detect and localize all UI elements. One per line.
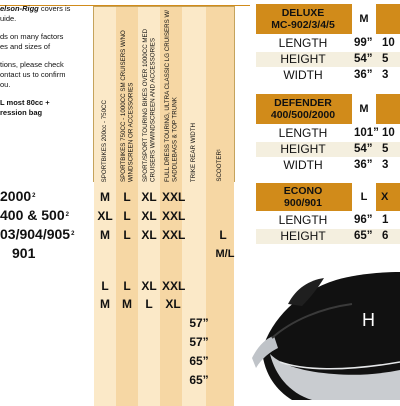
column-header: SCOOTER¹ <box>216 149 224 182</box>
column-header: FULL DRESS TOURING, ULTRA CLASSIC LG CRUISERS W/ SADDLEBAGS & TOP TRUNK <box>163 9 178 182</box>
table-row <box>256 213 400 228</box>
size-cell: XL <box>97 209 113 223</box>
table-header <box>256 94 400 124</box>
size-column-label: L <box>352 183 376 211</box>
size-cell: XL <box>141 209 157 223</box>
table-title: DEFENDER <box>274 97 332 109</box>
size-cell: XL <box>141 190 157 204</box>
row-label: 2000$^2$ <box>0 188 36 204</box>
dimension-label: HEIGHT <box>280 52 326 66</box>
intro-line: es and sizes of <box>0 42 51 51</box>
size-cell: L <box>219 228 227 242</box>
column-header: TRIKE REAR WIDTH <box>190 122 198 182</box>
size-column-label: M <box>352 4 376 34</box>
size-cell: XXL <box>162 228 186 242</box>
size-cell: L <box>123 209 131 223</box>
table-header <box>256 183 400 211</box>
size-cell: 57” <box>189 335 209 349</box>
row-label: 400 & $500^2$ <box>0 207 69 223</box>
size-column-label: M <box>352 94 376 124</box>
column-header: SPORT/SPORT TOURING BIKES OVER 1000CC MED CRUISERS W/WINDSCREEN AND ACCESSORIES <box>141 28 156 182</box>
size-cell: 57” <box>189 316 209 330</box>
table-title: DELUXE <box>281 7 325 19</box>
dimension-label: LENGTH <box>278 126 328 140</box>
size-cell: 65” <box>189 373 209 387</box>
size-cell: L <box>123 228 131 242</box>
dimension-label: WIDTH <box>283 68 323 82</box>
cover-logo-text: H <box>362 310 375 330</box>
dimension-value: 5 <box>382 53 389 65</box>
dimension-value: 1 <box>382 214 389 226</box>
dimension-value: 54” <box>354 53 373 65</box>
dimension-label: LENGTH <box>278 36 328 50</box>
dimension-value: 36” <box>354 69 373 81</box>
size-cell: M <box>100 190 110 204</box>
motorcycle-cover-image <box>252 258 400 400</box>
size-cell: L <box>145 297 153 311</box>
econo-size-table <box>256 183 400 245</box>
brand-name: elson-Rigg <box>0 4 39 13</box>
intro-line: ou. <box>0 80 11 89</box>
size-cell: XXL <box>162 190 186 204</box>
dimension-label: WIDTH <box>283 158 323 172</box>
dimension-label: LENGTH <box>278 213 328 227</box>
dimension-label: HEIGHT <box>280 142 326 156</box>
size-cell: XXL <box>162 279 186 293</box>
defender-size-table <box>256 94 400 172</box>
table-subtitle: 900/901 <box>284 197 322 209</box>
dimension-value: 54” <box>354 143 373 155</box>
size-cell: XL <box>165 297 181 311</box>
intro-line: L most 80cc + <box>0 98 50 107</box>
dimension-value: 6 <box>382 230 389 242</box>
table-title: ECONO <box>283 185 323 197</box>
size-column-label <box>378 94 400 124</box>
row-label: $03/904/905^2$ <box>0 226 75 242</box>
column-header: SPORTBIKES 750CC - 1000CC SM CRUISERS W/NO WINDSCREEN OR ACCESSORIES <box>119 30 134 182</box>
intro-line: ds on many factors <box>0 32 64 41</box>
dimension-value: 10 <box>382 37 395 49</box>
motorcycle-cover-icon <box>252 258 400 400</box>
table-subtitle: MC-902/3/4/5 <box>271 19 335 31</box>
dimension-value: 3 <box>382 69 389 81</box>
dimension-value: 5 <box>382 143 389 155</box>
size-cell: XL <box>141 228 157 242</box>
table-row <box>256 52 400 67</box>
size-cell: L <box>123 279 131 293</box>
deluxe-size-table <box>256 4 400 82</box>
dimension-value: 36” <box>354 159 373 171</box>
intro-line: ontact us to confirm <box>0 70 66 79</box>
table-row <box>256 36 400 51</box>
size-cell: M/L <box>215 248 235 260</box>
table-row <box>256 229 400 244</box>
size-column-label: X <box>378 183 400 211</box>
size-cell: L <box>123 190 131 204</box>
dimension-value: 3 <box>382 159 389 171</box>
row-label: 901 <box>12 245 36 261</box>
size-column-label <box>378 4 400 34</box>
intro-line: covers is <box>38 4 71 13</box>
dimension-label: HEIGHT <box>280 229 326 243</box>
size-cell: M <box>100 228 110 242</box>
dimension-value: 65” <box>354 230 373 242</box>
intro-line: tions, please check <box>0 60 64 69</box>
size-cell: L <box>101 279 109 293</box>
size-cell: M <box>100 297 110 311</box>
size-cell: XXL <box>162 209 186 223</box>
size-cell: 65” <box>189 354 209 368</box>
table-subtitle: 400/500/2000 <box>270 109 336 121</box>
table-row <box>256 126 400 141</box>
table-row <box>256 158 400 173</box>
dimension-value: 101” <box>354 127 379 139</box>
size-cell: XL <box>141 279 157 293</box>
table-row <box>256 142 400 157</box>
dimension-value: 10 <box>382 127 395 139</box>
intro-line: uide. <box>0 14 17 23</box>
table-row <box>256 68 400 83</box>
dimension-value: 99” <box>354 37 373 49</box>
intro-line: ression bag <box>0 108 43 117</box>
table-header <box>256 4 400 34</box>
column-header: SPORTBIKES 200cc - 750CC <box>101 99 109 182</box>
dimension-value: 96” <box>354 214 373 226</box>
size-cell: M <box>122 297 132 311</box>
